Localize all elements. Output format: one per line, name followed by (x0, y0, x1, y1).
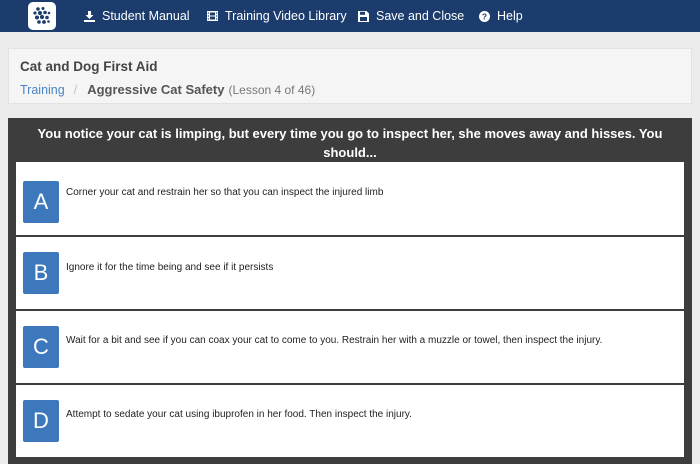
answer-option-letter[interactable]: A (23, 181, 59, 223)
top-nav-bar (0, 0, 700, 32)
svg-text:?: ? (481, 11, 488, 22)
nav-training-video-library[interactable] (207, 0, 347, 32)
answer-option-letter[interactable]: C (23, 326, 59, 368)
film-icon (207, 11, 218, 21)
answer-option-letter[interactable]: D (23, 400, 59, 442)
answer-option-text: Wait for a bit and see if you can coax your cat to come to you. Restrain her with a muzzle or towel, then inspect the injury. (66, 335, 603, 346)
dots-logo-icon (31, 5, 53, 27)
download-icon (84, 11, 95, 22)
answer-option-text: Attempt to sedate your cat using ibuprofen in her food. Then inspect the injury. (66, 409, 412, 420)
breadcrumb-separator: / (73, 83, 78, 97)
answer-option-c[interactable] (16, 311, 684, 383)
lesson-progress: (Lesson 4 of 46) (228, 83, 316, 97)
app-logo[interactable] (28, 2, 56, 30)
answer-option-text: Ignore it for the time being and see if it persists (66, 262, 274, 273)
breadcrumb-training-link[interactable]: Training (20, 83, 65, 97)
answer-option-text: Corner your cat and restrain her so that you can inspect the injured limb (66, 187, 384, 198)
breadcrumb (20, 82, 315, 97)
answer-option-a[interactable] (16, 162, 684, 235)
question-circle-icon (479, 11, 490, 22)
question-panel (8, 118, 692, 464)
question-prompt: You notice your cat is limping, but every time you go to inspect her, she moves away and hisses. You should... (37, 126, 663, 160)
nav-student-manual[interactable] (84, 0, 190, 32)
answer-option-d[interactable] (16, 385, 684, 457)
nav-help[interactable] (479, 0, 523, 32)
course-title: Cat and Dog First Aid (20, 59, 158, 74)
course-header (8, 48, 692, 104)
lesson-title: Aggressive Cat Safety (87, 82, 225, 97)
nav-student-manual-label: Student Manual (102, 9, 190, 23)
nav-save-and-close-label: Save and Close (376, 9, 465, 23)
answer-option-b[interactable] (16, 237, 684, 309)
answer-option-letter[interactable]: B (23, 252, 59, 294)
floppy-disk-icon (358, 11, 369, 22)
nav-save-and-close[interactable] (358, 0, 464, 32)
nav-help-label: Help (497, 9, 523, 23)
nav-training-video-library-label: Training Video Library (225, 9, 347, 23)
